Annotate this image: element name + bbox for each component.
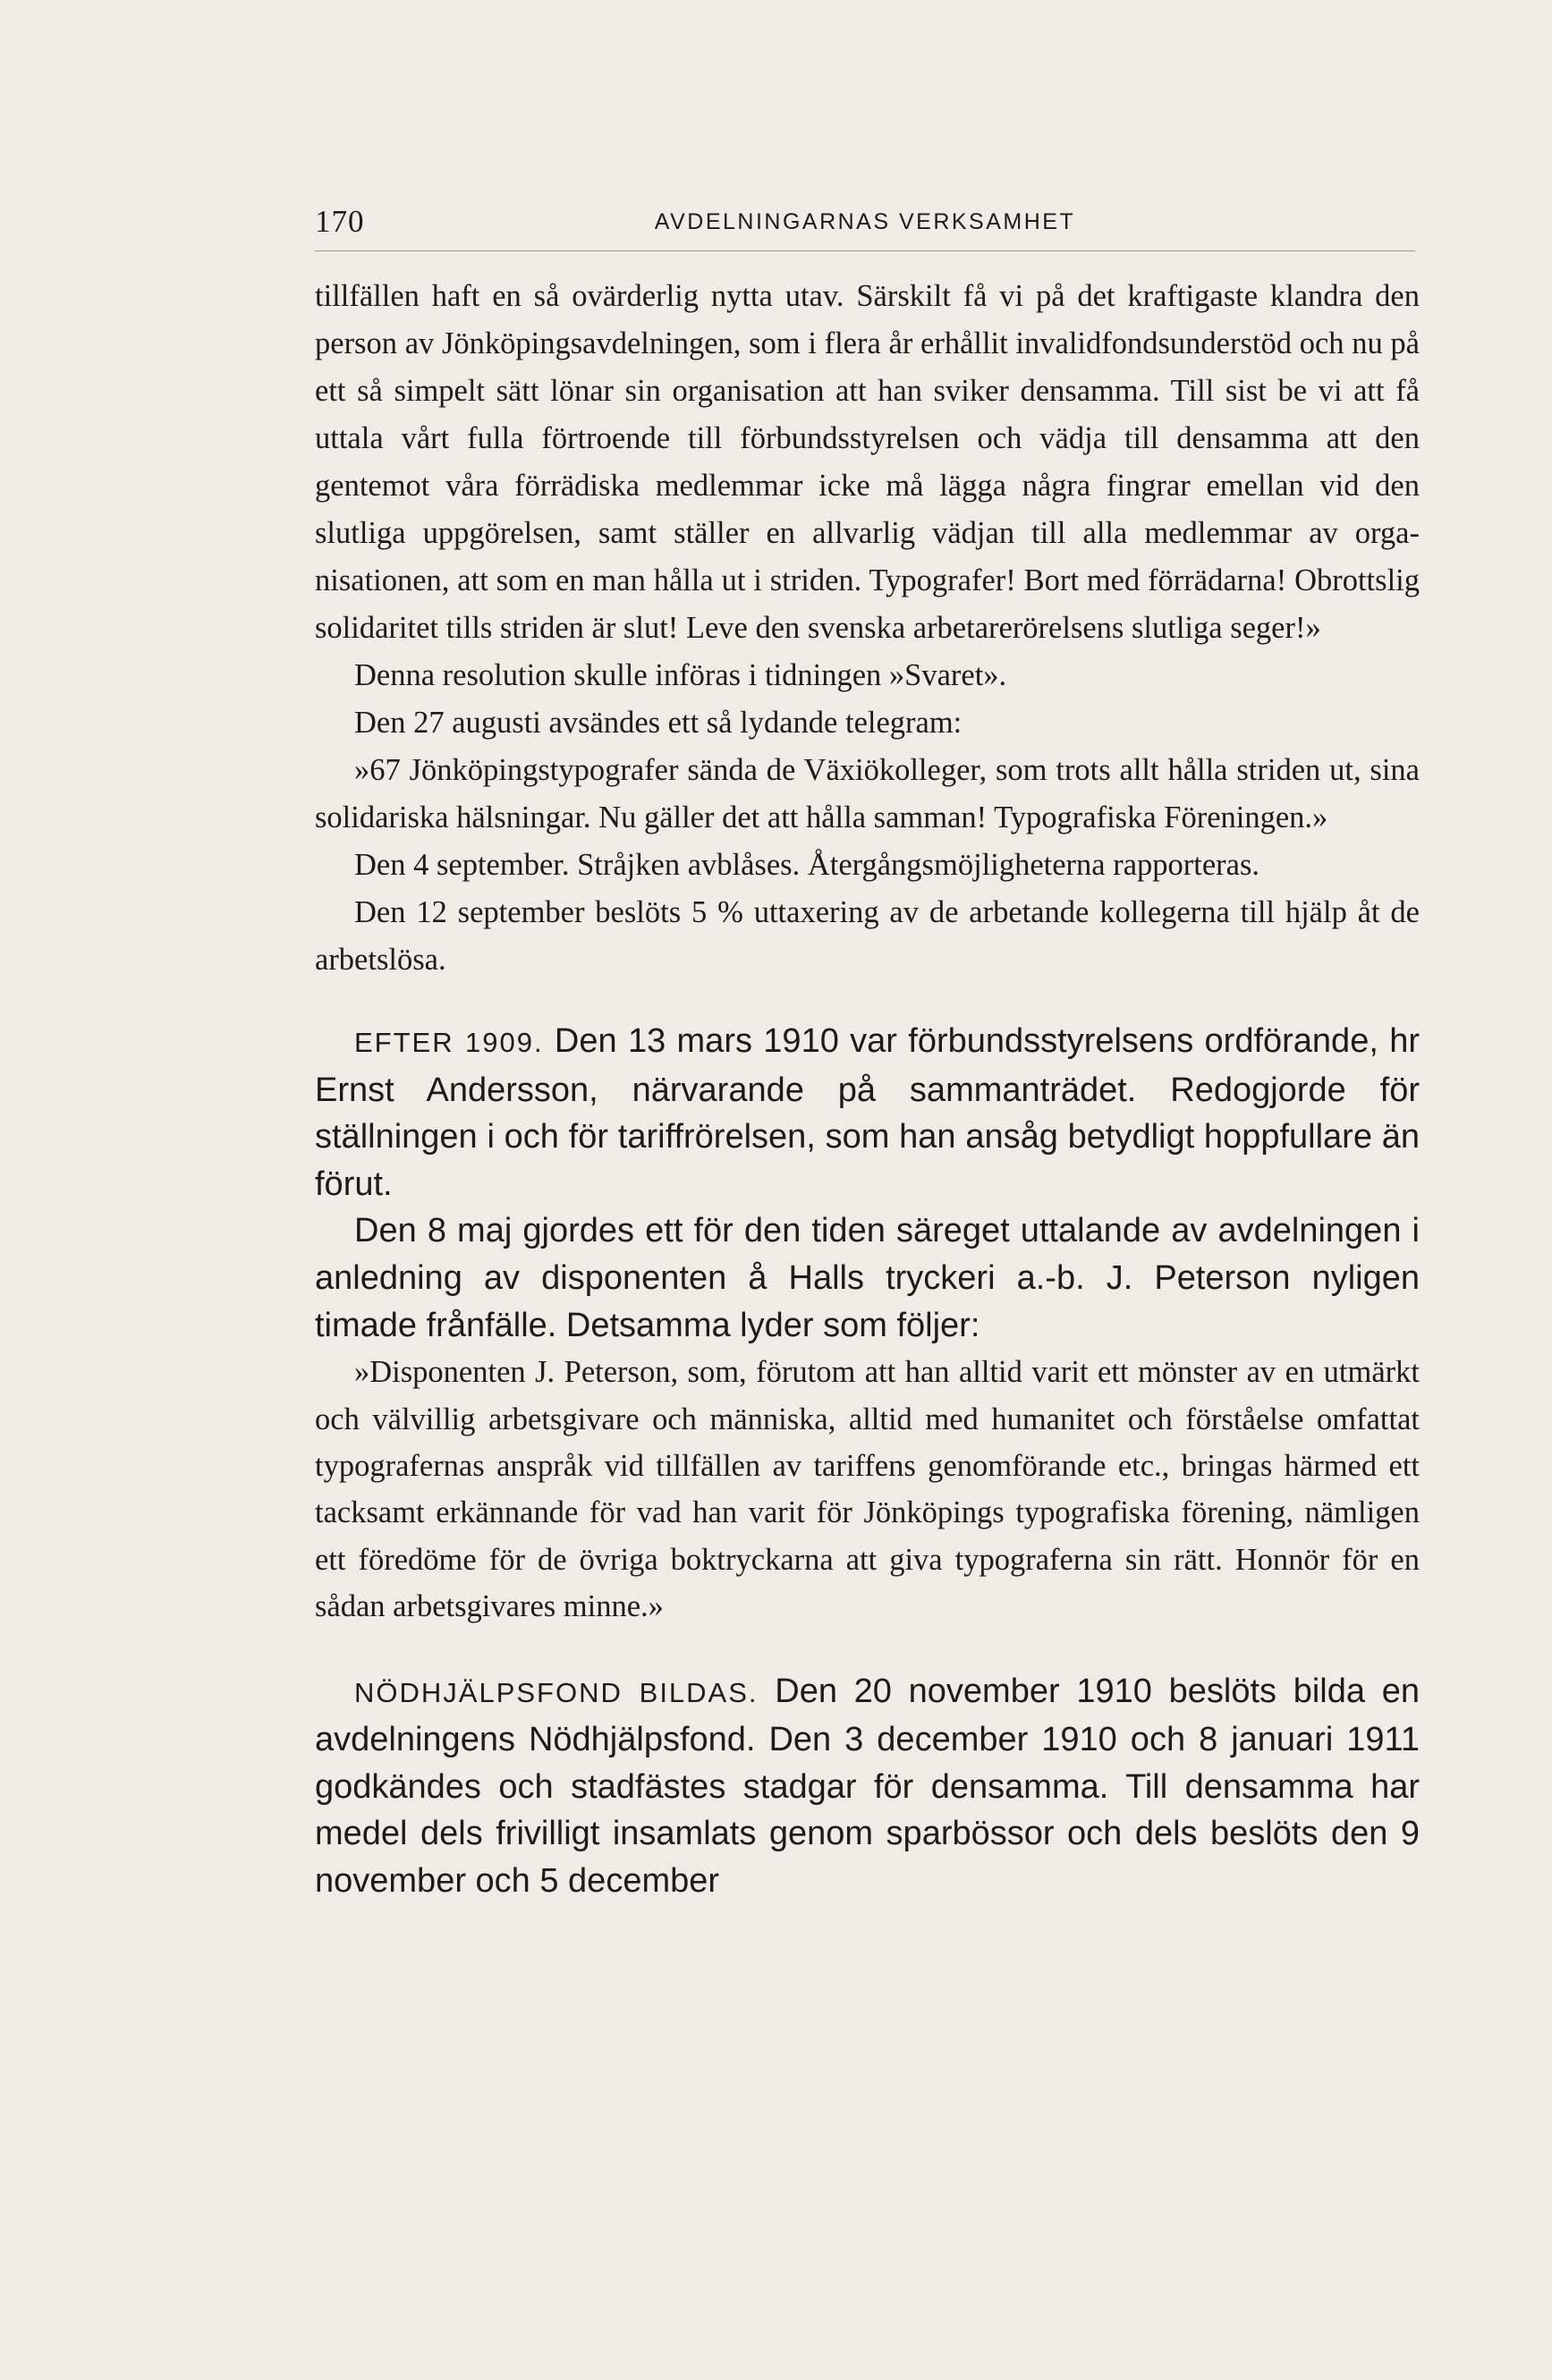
relief-fund-text: Den 20 november 1910 beslöts bilda en avdelningens Nödhjälpsfond. Den 3 december 1910 och 8 januari 1911 godkändes och stadfästes stadgar för densamma. Till densamma har medel dels frivilligt insamlats genom sparbössor och dels beslöts den 9 november och 5 december	[315, 1672, 1420, 1900]
running-title: AVDELNINGARNAS VERKSAMHET	[654, 209, 1076, 234]
page-number: 170	[315, 204, 365, 239]
section-heading-relief-fund: NÖDHJÄLPSFOND BILDAS.	[354, 1676, 759, 1708]
may-statement-paragraph: Den 8 maj gjordes ett för den tiden säreget uttalande av avdelningen i anledning av disponenten å Halls tryckeri a.-b. J. Peterson nyligen timade frånfälle. Detsamma lyder som följer:	[315, 1212, 1420, 1344]
telegram-paragraph: »67 Jönköpingstypografer sända de Växiökolleger, som trots allt hålla striden ut, sina solidariska hälsningar. Nu gäller det att hålla samman! Typografiska Föreningen.»	[315, 753, 1420, 834]
relief-fund-paragraph	[315, 1668, 1420, 1905]
quoted-statement-text: »Disponenten J. Peterson, som, förutom att han alltid varit ett mönster av en utmärkt och välvillig arbetsgivare och människa, alltid med humanitet och förståelse omfattat typografernas anspråk vid tillfällen av tariffens genomförande etc., bringas härmed ett tacksamt erkännande för vad han varit för Jönköpings typografiska förening, nämligen ett föredöme för de övriga boktryckarna att giva typograferna sin rätt. Honnör för en sådan arbetsgivares minne.»	[315, 1355, 1420, 1624]
quoted-statement	[315, 1349, 1420, 1630]
percent-sign: %	[717, 895, 743, 929]
spacer	[315, 984, 1420, 1018]
resolution-note-paragraph: Denna resolution skulle införas i tidningen »Svaret».	[354, 658, 1007, 692]
section-after-1909	[315, 1018, 1420, 1349]
section-strike-report	[315, 273, 1420, 984]
page-header	[315, 204, 1415, 243]
after-1909-text: Den 13 mars 1910 var förbundsstyrelsens ordförande, hr Ernst Andersson, närvarande på sammanträdet. Redogjorde för ställningen i och för tariffrörelsen, som han ansåg betydligt hoppfullare än förut.	[315, 1022, 1420, 1203]
spacer	[315, 1630, 1420, 1668]
telegram-intro-paragraph: Den 27 augusti avsändes ett så lydande telegram:	[354, 706, 963, 740]
section-heading-after-1909: EFTER 1909.	[354, 1027, 544, 1058]
page-body	[315, 273, 1420, 1905]
section-relief-fund	[315, 1668, 1420, 1905]
levy-text-start: Den 12 september beslöts 5	[354, 895, 718, 929]
strike-end-paragraph: Den 4 september. Stråjken avblåses. Återgångsmöjligheterna rapporteras.	[354, 848, 1260, 882]
after-1909-paragraph	[315, 1018, 1420, 1207]
header-divider	[315, 250, 1415, 251]
levy-paragraph	[315, 889, 1420, 984]
levy-text-end: uttaxering av de arbetande kollegerna till hjälp åt de arbetslösa.	[315, 895, 1420, 977]
resolution-paragraph: tillfällen haft en så ovärderlig nytta utav. Särskilt få vi på det kraftigaste klandra den person av Jönköpingsavdelningen, som i flera år erhållit invalidfondsunderstöd och nu på ett så simpelt sätt lönar sin organisation att han sviker densamma. Till sist be vi att få uttala vårt fulla förtroende till förbundsstyrelsen och vädja till densamma att den gentemot våra förrädiska medlemmar icke må lägga några fingrar emellan vid den slutliga uppgörelsen, samt ställer en allvarlig vädjan till alla medlemmar av organisationen, att som en man hålla ut i striden. Typografer! Bort med förrädarna! Obrottslig solidaritet tills striden är slut! Leve den svenska arbetarerörelsens slutliga seger!»	[315, 279, 1420, 645]
